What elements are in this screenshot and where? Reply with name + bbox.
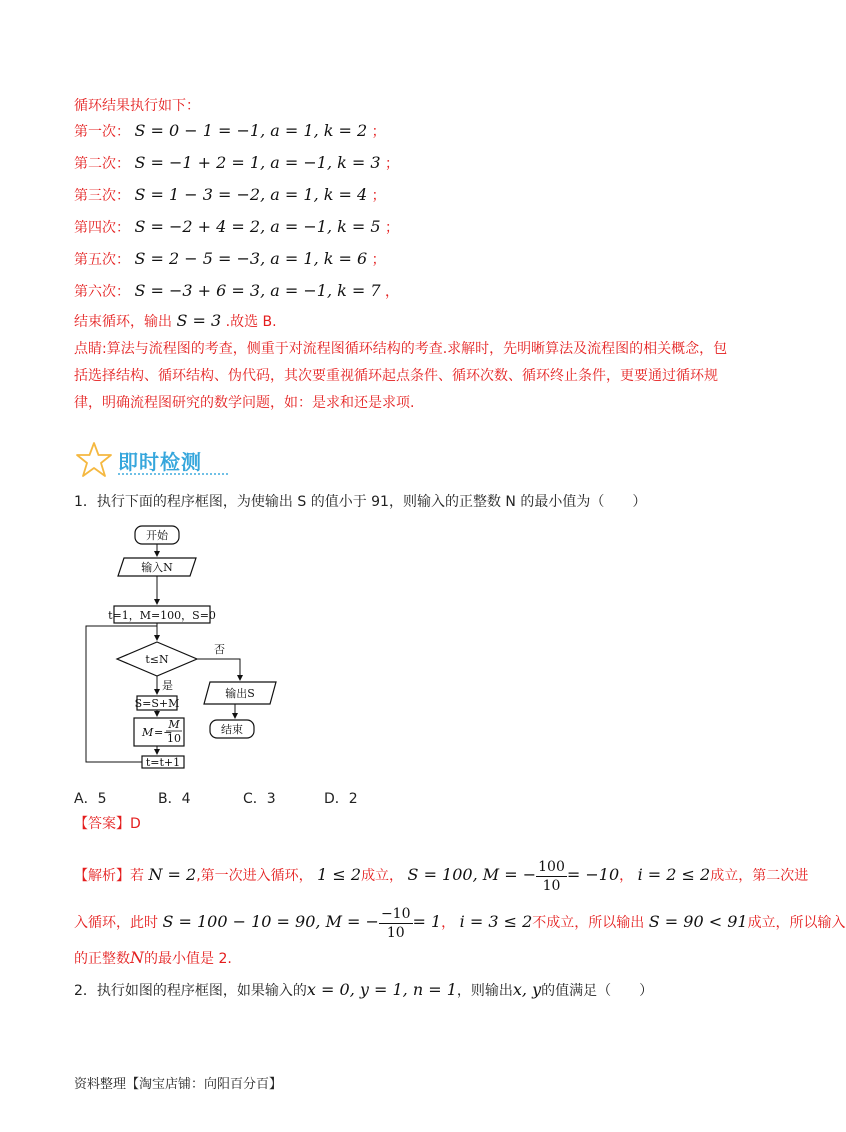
solution-step-4 [74,217,399,238]
page-footer: 资料整理【淘宝店铺：向阳百分百】 [74,1077,283,1092]
flow-start-text: 开始 [146,529,168,542]
fraction-num: −10 [380,905,411,922]
step-end: ； [371,252,386,268]
analysis-math: S = 100 − 10 = 90, M = − [162,912,379,931]
flow-step3-text: t=t+1 [145,756,181,769]
step-expr: S = −1 + 2 = 1, a = −1, k = 3 [134,153,381,172]
step-expr: S = 1 − 3 = −2, a = 1, k = 4 [134,185,368,204]
analysis-text: 的最小值是 2. [144,951,232,967]
solution-step-2 [74,153,399,174]
section-title: 即时检测 [118,450,202,474]
analysis-text: ,第一次进入循环， [196,868,313,884]
flow-output-text: 输出S [225,687,255,700]
flow-no-label: 否 [214,643,225,656]
flow-input-text: 输入N [141,561,173,574]
choice-c: C．3 [243,791,276,807]
q2-expr2: x, y [512,980,542,999]
analysis-fraction [536,858,567,895]
analysis-math: = 1 [412,912,442,931]
analysis-label: 【解析】 [74,868,130,884]
flow-step1-text: S=S+M [134,697,180,710]
analysis-math: S = 100, M = − [407,865,537,884]
flow-yes-label: 是 [162,679,173,692]
analysis-text: 成立，所以输入 [747,915,846,931]
analysis-text: 成立， [361,868,404,884]
step-label: 第三次： [74,188,130,204]
analysis-math: 1 ≤ 2 [317,865,362,884]
fraction-den: 10 [386,924,405,941]
analysis-text: ， [441,915,456,931]
conclusion-expr: S = 3 [176,311,222,330]
analysis-text: 不成立，所以输出 [532,915,645,931]
step-end: ； [385,220,400,236]
flow-step2-left: M [142,726,154,739]
solution-intro: 循环结果执行如下： [74,98,200,114]
q1-answer [74,814,141,834]
heading-underline [118,473,228,475]
q2-expr: x = 0, y = 1, n = 1 [306,980,457,999]
q2-text-pre: 2．执行如图的程序框图，如果输入的 [74,983,307,999]
q1-analysis-line-2 [74,902,846,943]
solution-step-1 [74,121,386,142]
analysis-text: 若 [130,868,144,884]
step-label: 第二次： [74,156,130,172]
step-expr: S = 0 − 1 = −1, a = 1, k = 2 [134,121,368,140]
star-icon [74,440,114,480]
step-label: 第四次： [74,220,130,236]
step-expr: S = 2 − 5 = −3, a = 1, k = 6 [134,249,368,268]
flow-step2-mid: =− [154,726,173,739]
answer-value: D [130,816,141,832]
step-end: ； [371,124,386,140]
q2-text-post: 的值满足（ ） [541,983,654,999]
analysis-math: S = 90 < 91 [648,912,748,931]
solution-step-5 [74,249,386,270]
solution-step-3 [74,185,386,206]
analysis-text: 成立，第二次进 [710,868,809,884]
conclusion-pre: 结束循环，输出 [74,314,172,330]
q1-text: 1．执行下面的程序框图，为使输出 S 的值小于 91，则输入的正整数 N 的最小值为（ ） [74,494,647,510]
flow-end-text: 结束 [221,723,243,736]
choice-a: A．5 [74,791,107,807]
q1-flowchart [80,522,300,772]
analysis-text: ， [619,868,634,884]
step-end: ； [385,156,400,172]
choice-d: D．2 [324,791,358,807]
step-end: ； [371,188,386,204]
analysis-math: i = 2 ≤ 2 [637,865,711,884]
analysis-text: 入循环，此时 [74,915,158,931]
q1-analysis-line-1 [74,855,808,896]
choice-b: B．4 [158,791,191,807]
step-expr: S = −2 + 4 = 2, a = −1, k = 5 [134,217,381,236]
q2-text-mid: ，则输出 [456,983,513,999]
analysis-text: 的正整数 [74,951,130,967]
analysis-math: N = 2 [148,865,197,884]
answer-label: 【答案】 [74,816,130,832]
solution-step-6 [74,281,399,302]
q2-text [74,980,653,1001]
step-expr: S = −3 + 6 = 3, a = −1, k = 7 [134,281,381,300]
flow-step2-den: 10 [167,732,181,745]
analysis-math: i = 3 ≤ 2 [459,912,533,931]
analysis-fraction [379,905,413,942]
flow-cond-text: t≤N [145,653,169,666]
solution-comment: 点睛:算法与流程图的考查，侧重于对流程图循环结构的考查.求解时，先明晰算法及流程图的相关概念，包括选择结构、循环结构、伪代码，其次要重视循环起点条件、循环次数、循环终止条件，更要通过循环规律，明确流程图研究的数学问题，如：是求和还是求项. [74,341,728,411]
analysis-math: N [130,948,144,967]
fraction-num: 100 [538,858,565,875]
analysis-math: = −10 [566,865,620,884]
conclusion-post: .故选 B. [225,314,277,330]
section-heading [74,440,234,480]
step-label: 第一次： [74,124,130,140]
solution-conclusion [74,311,277,332]
fraction-den: 10 [542,877,561,894]
step-label: 第六次： [74,284,130,300]
flow-step2-num: M [168,718,180,731]
q1-analysis-line-3 [74,948,232,969]
step-end: ， [385,284,400,300]
flow-init-text: t=1，M=100，S=0 [108,609,216,622]
step-label: 第五次： [74,252,130,268]
